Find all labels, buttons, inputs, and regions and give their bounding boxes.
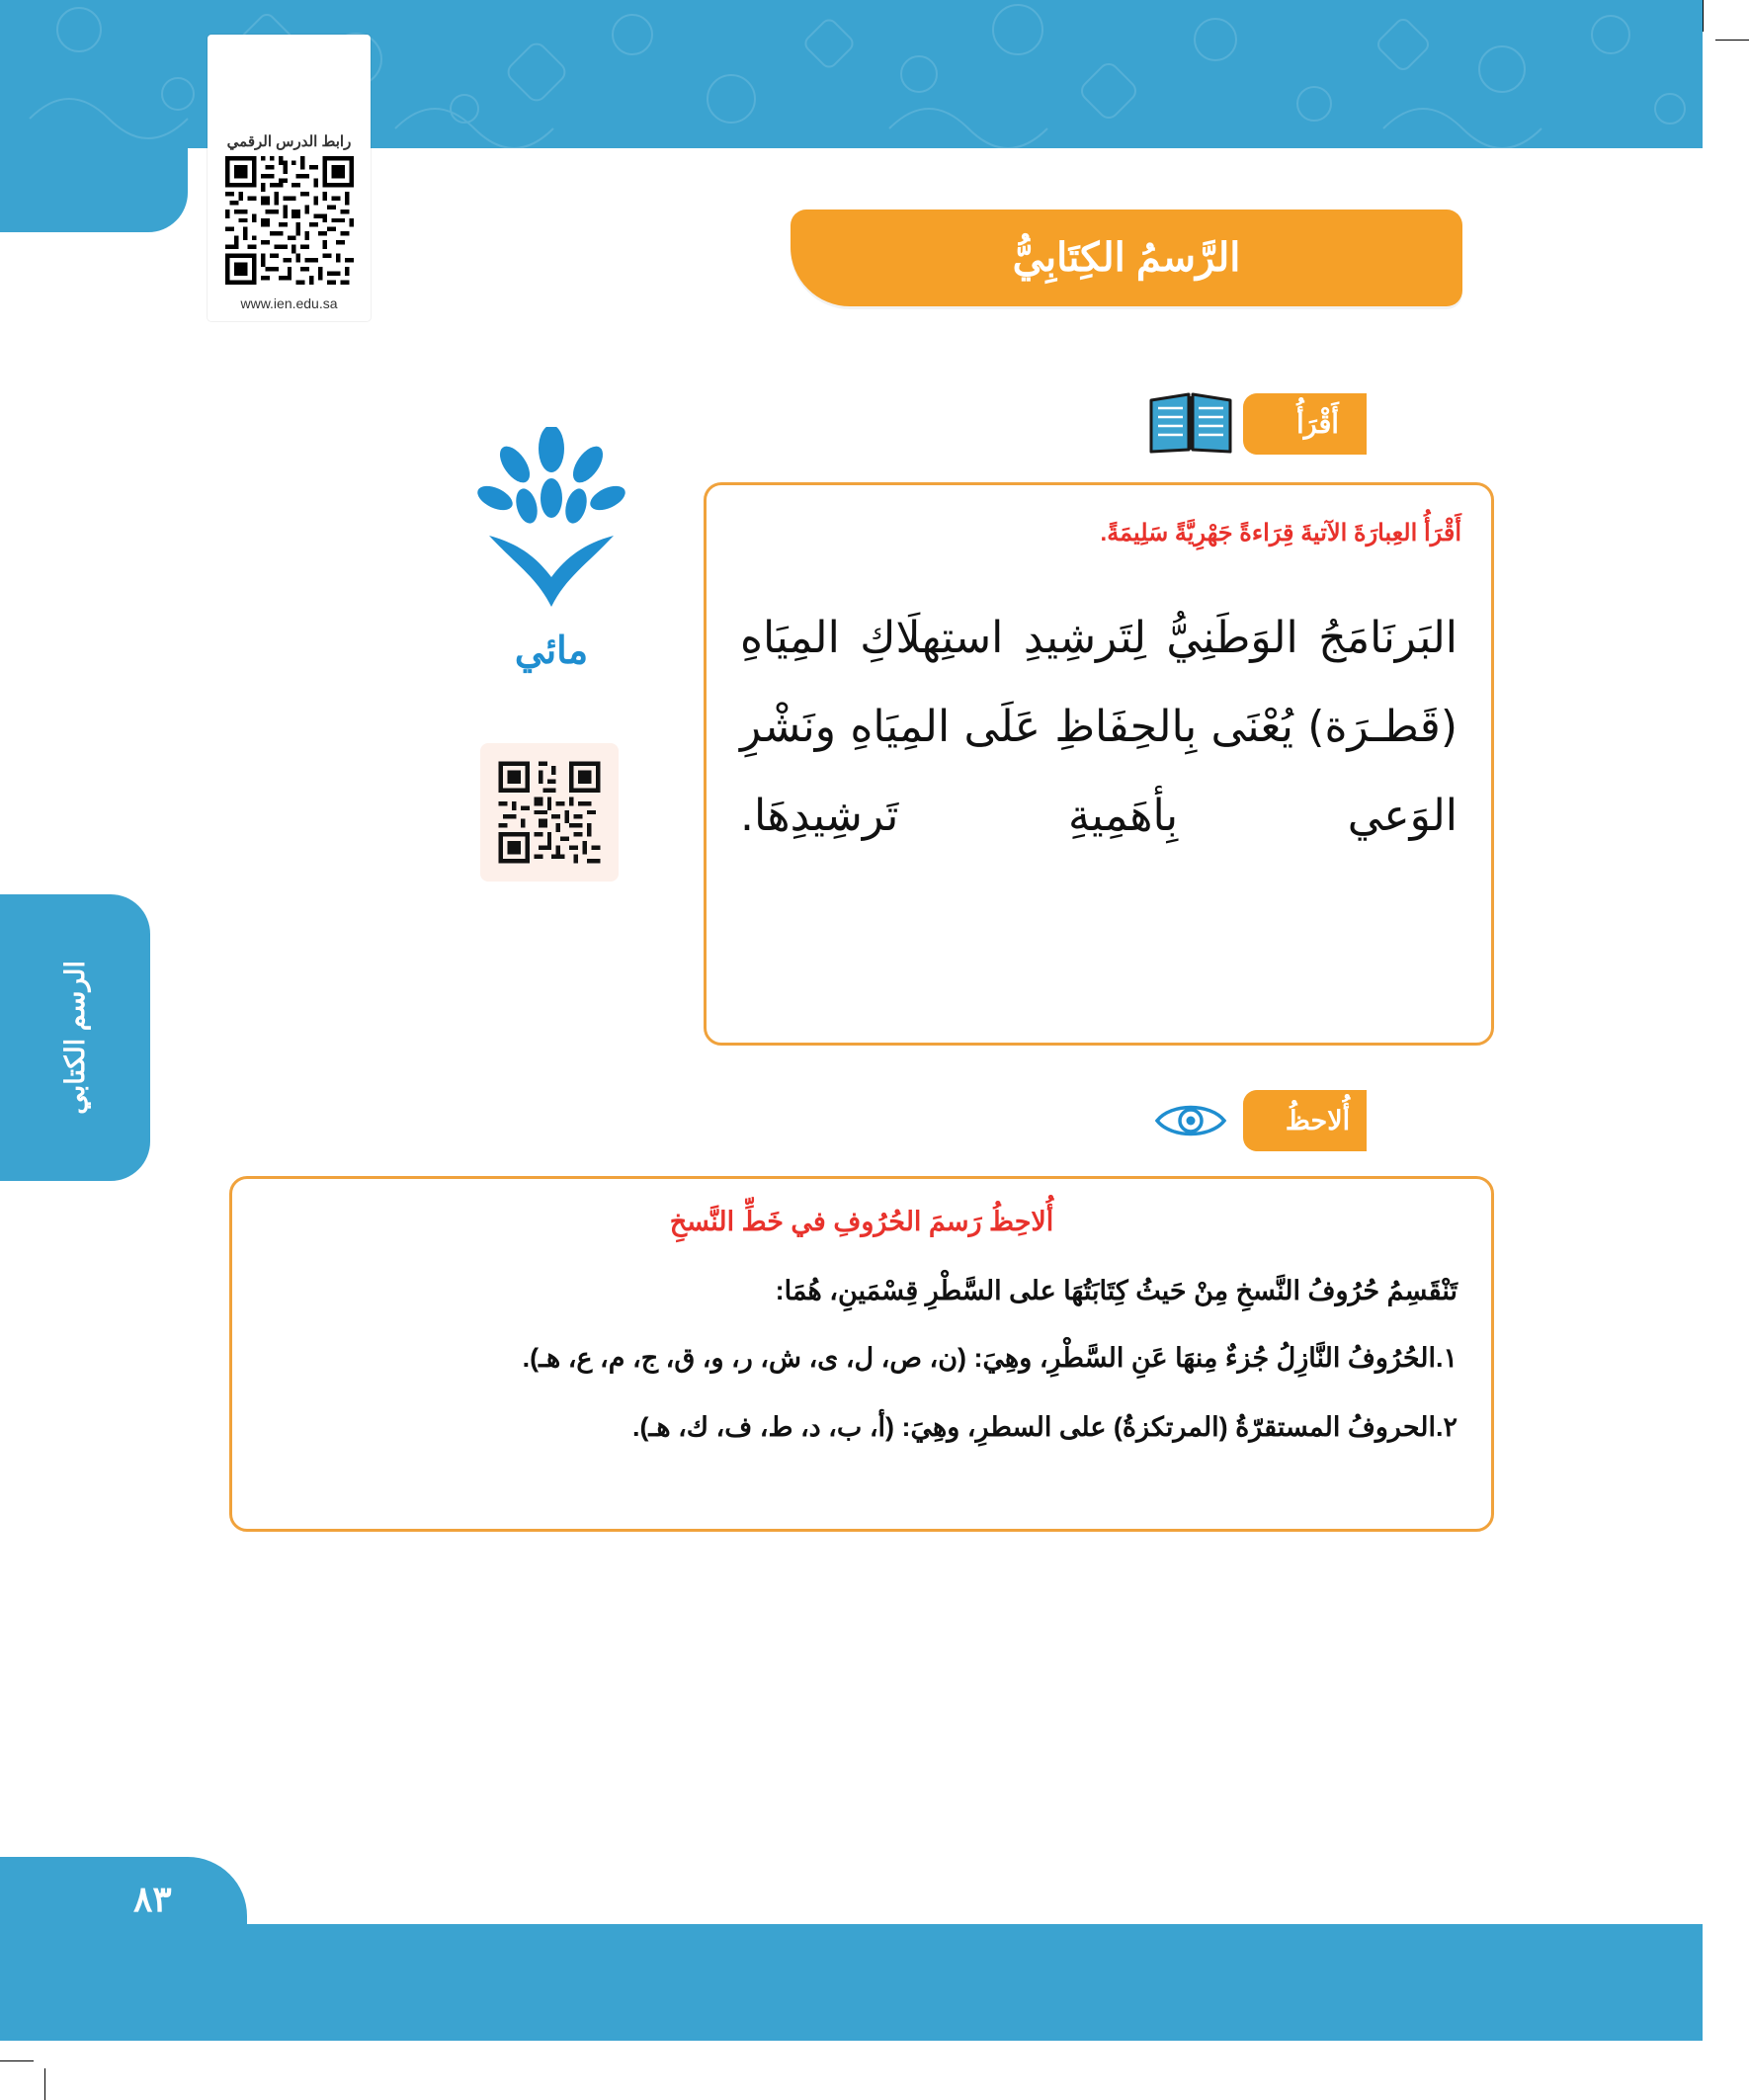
crop-mark-top-right-v <box>1703 0 1704 32</box>
observe-paragraph-3: ٢.الحروفُ المستقرّةُ (المرتكزةُ) على السطرِ، وهِيَ: (أ، ب، د، ط، ف، ك، هـ). <box>631 1412 1458 1442</box>
tab-read[interactable] <box>1243 393 1367 455</box>
water-logo-label: مائي <box>514 630 589 672</box>
read-content-box <box>704 482 1494 1046</box>
water-drop-flower-icon <box>467 427 635 620</box>
qr-code-icon <box>494 757 605 868</box>
digital-lesson-qr-card[interactable] <box>208 35 371 321</box>
eye-icon <box>1146 1095 1235 1146</box>
observe-content-box <box>229 1176 1494 1532</box>
qr-card-url[interactable]: www.ien.edu.sa <box>240 295 338 311</box>
page-number: ٨٣ <box>133 1879 172 1919</box>
side-lesson-tab-label: الرسم الكتابي <box>60 961 90 1115</box>
crop-mark-top-right-h <box>1715 40 1749 41</box>
open-book-icon <box>1141 389 1240 459</box>
page-title: الرَّسمُ الكِتَابِيُّ <box>1012 236 1241 280</box>
tab-observe[interactable] <box>1243 1090 1367 1151</box>
read-instruction: أَقْرَأُ العِبارَةَ الآتيةَ قِرَاءةً جَهْرِيَّةً سَلِيمَةً. <box>1100 520 1461 546</box>
water-program-qr[interactable] <box>480 743 619 882</box>
observe-paragraph-2: ١.الحُرُوفُ النَّازِلُ جُزءٌ مِنهَا عَنِ السَّطْرِ، وهِيَ: (ن، ص، ل، ى، ش، ر، و، ق، ج، م، ع، هـ). <box>522 1343 1458 1373</box>
observe-heading: أُلاحِظُ رَسمَ الحُرُوفِ في خَطِّ النَّسخِ <box>669 1207 1054 1236</box>
bottom-banner <box>0 1924 1703 2041</box>
read-passage: البَرنَامَجُ الوَطَنِيُّ لِتَرشِيدِ استِهلَاكِ المِيَاهِ (قَطـرَة) يُعْنَى بِالحِفَاظِ عَلَى المِيَاهِ ونَشْرِ الوَعي بِأهَمِيةِ تَرشِيدِهَا. <box>740 613 1458 842</box>
crop-mark-bottom-left-v <box>44 2068 45 2100</box>
qr-code-svg <box>225 156 354 285</box>
bottom-banner-notch <box>0 1857 247 1924</box>
water-program-logo <box>462 427 640 674</box>
tab-read-label: أَقْرَأُ <box>1296 408 1339 439</box>
tab-observe-label: أُلاحظُ <box>1285 1105 1351 1135</box>
page-title-banner <box>791 210 1462 306</box>
crop-mark-bottom-left-h <box>0 2060 34 2061</box>
qr-card-caption: رابط الدرس الرقمي <box>226 133 352 150</box>
top-banner-notch <box>0 148 188 232</box>
side-lesson-tab <box>0 894 150 1181</box>
qr-code-icon <box>225 156 354 290</box>
observe-paragraph-1: تَنْقَسِمُ حُرُوفُ النَّسخِ مِنْ حَيثُ كِتَابَتُهَا على السَّطْرِ قِسْمَينِ، هُمَا: <box>775 1276 1458 1305</box>
